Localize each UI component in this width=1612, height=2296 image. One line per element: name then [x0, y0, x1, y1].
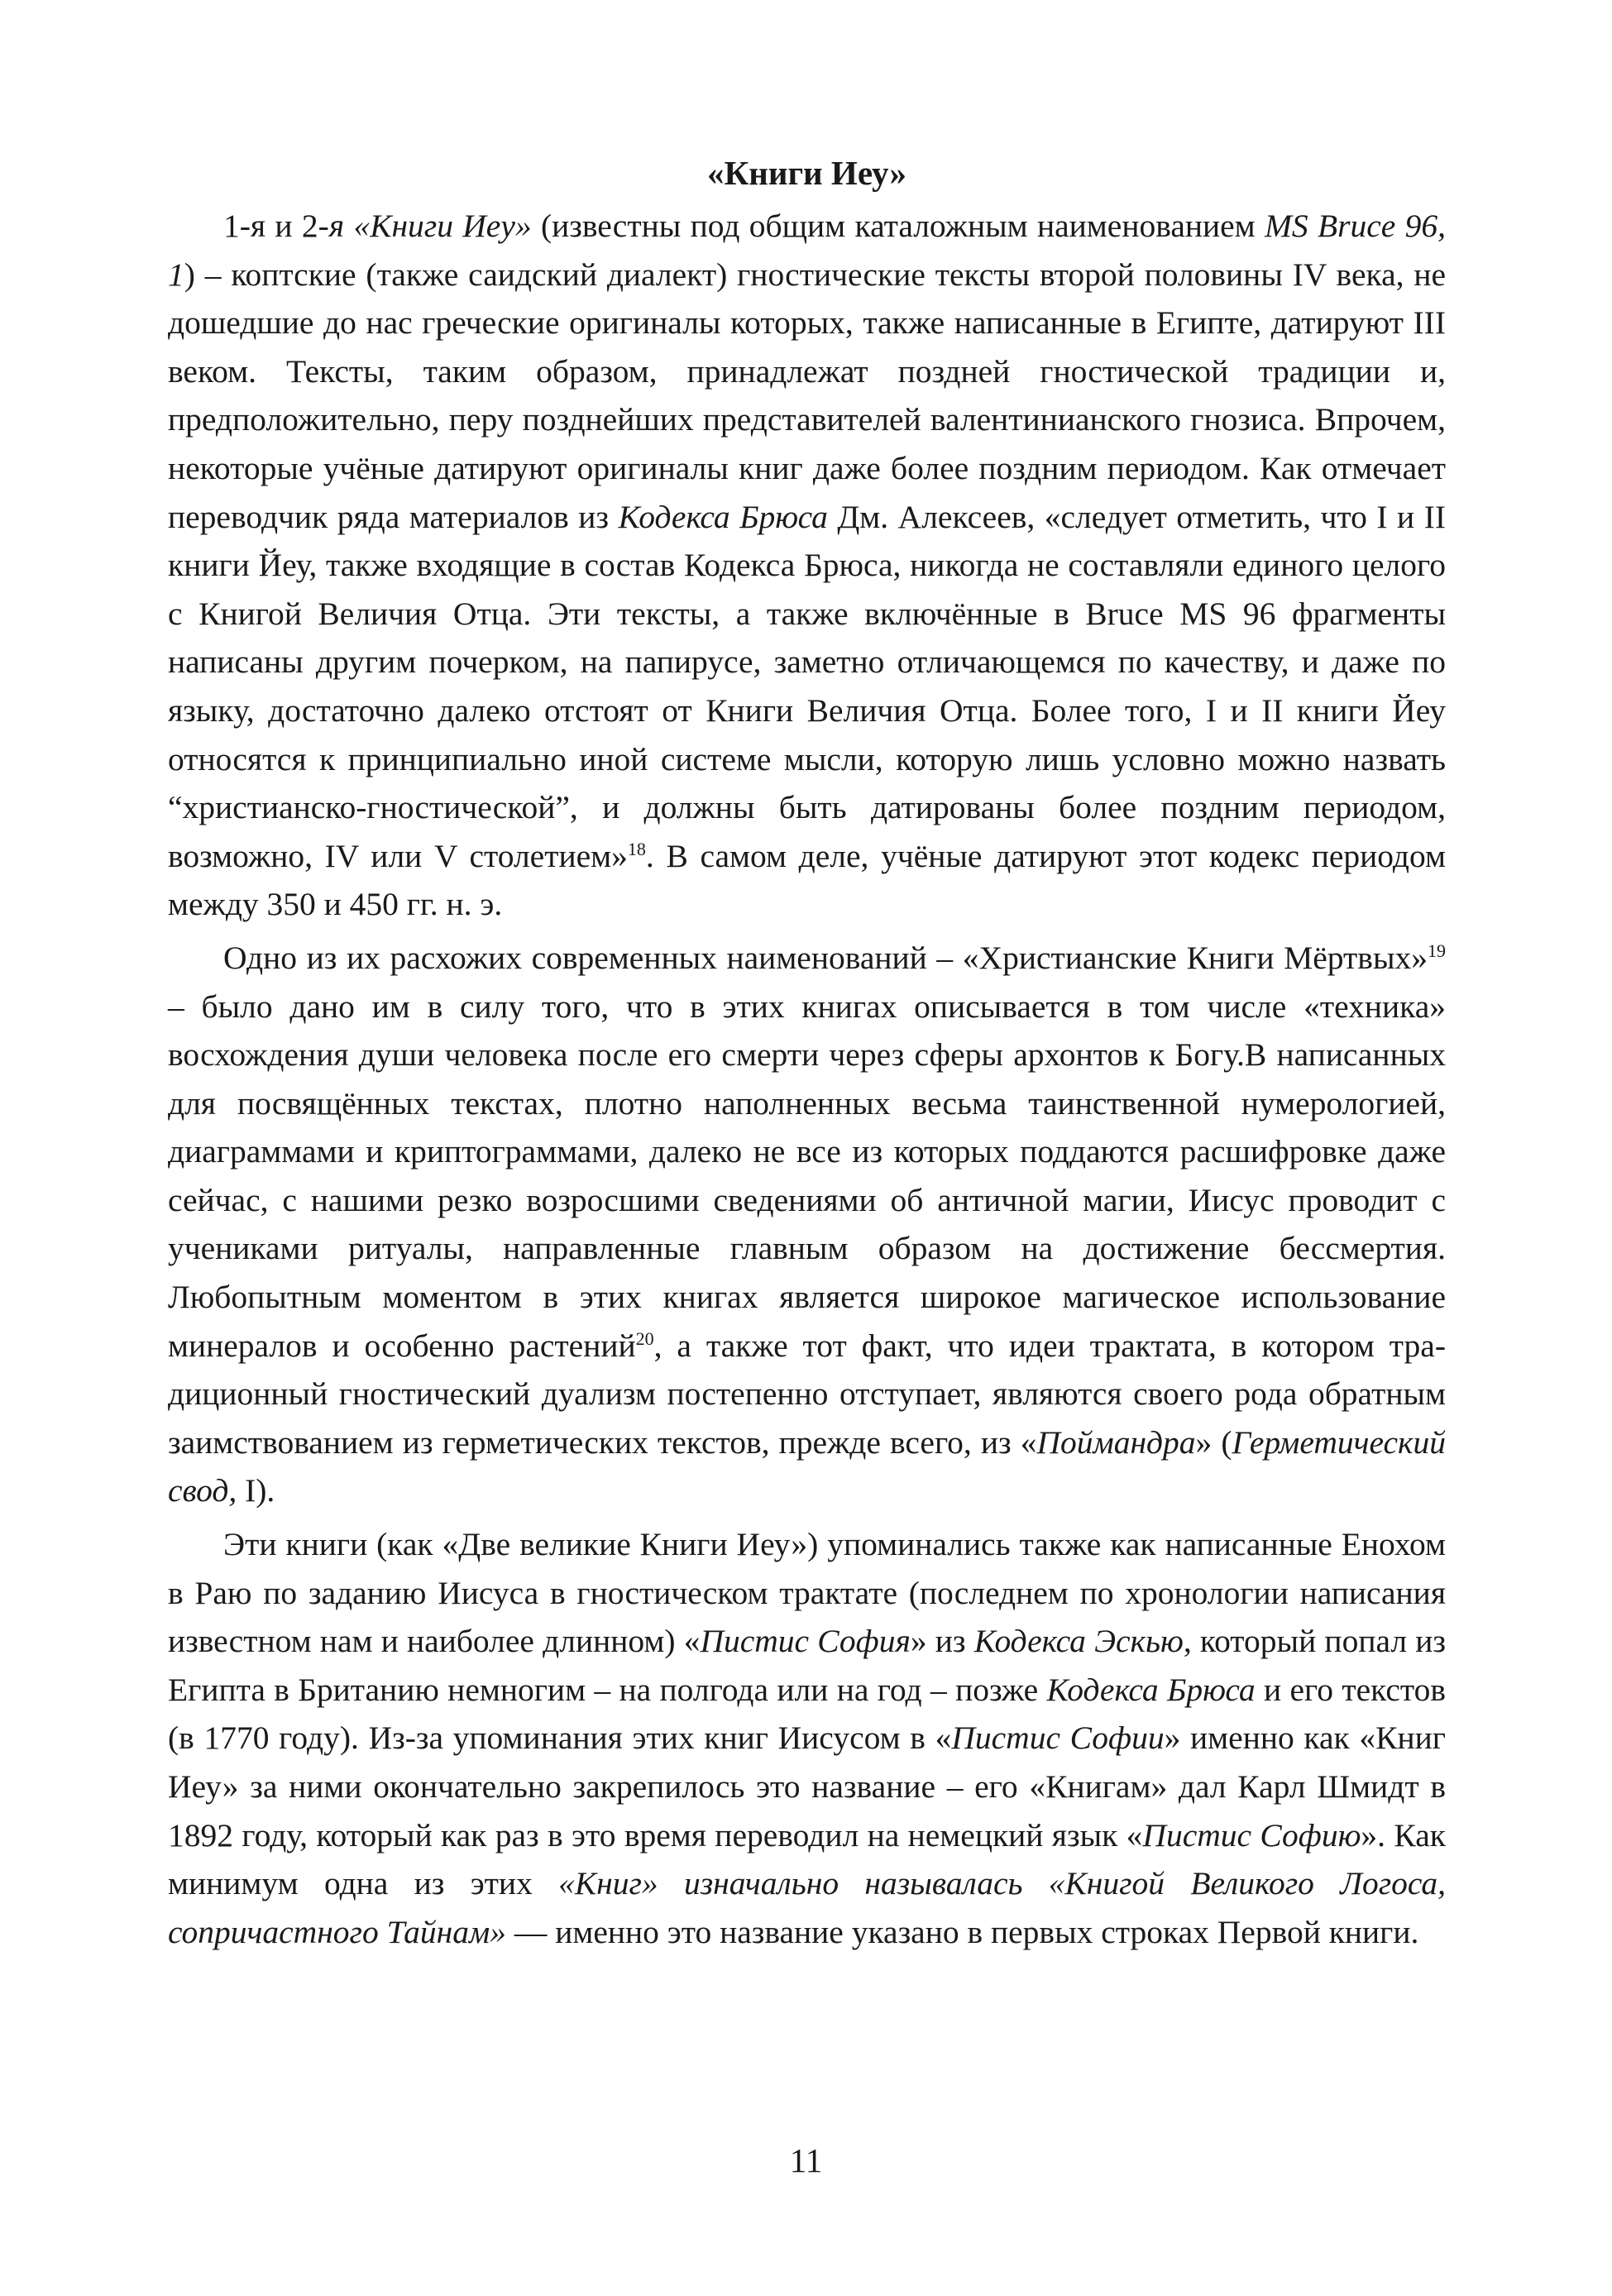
- section-title: «Книги Иеу»: [706, 154, 907, 192]
- page-content: [168, 149, 1446, 1961]
- paragraph-2: Одно из их расхожих современных наименований – «Христианские Книги Мёртвых»$^{19}$ – было дано им в силу того, что в этих книгах описывается в том числе «техника» восхождения души человека после его смерти через сферы архонтов к Богу.В написанных для посвящённых текстах, плотно наполненных весьма таинственной нумерологией, диаграммами и криптограммами, далеко не все из которых поддаются расшифровке даже сейчас, с нашими резко возросшими сведениями об античной магии, Иисус проводит с учениками ритуалы, направленные главным образом на достижение бессмертия. Любопытным моментом в этих книгах является широкое магическое использование минералов и особенно растений$^{20}$, а также тот факт, что идеи трактата, в котором традиционный гностический дуализм постепенно отступает, являются своего рода обратным заимствованием из герметических текстов, прежде всего, из «Поймандра» (Герметический свод, I).: [168, 939, 1446, 1509]
- footnote-ref-20[interactable]: 20: [635, 1327, 654, 1349]
- page-number: 11: [789, 2141, 823, 2179]
- paragraph-1: 1-я и 2-я «Книги Иеу» (известны под общим каталожным наименованием MS Bruce 96, 1) – коптские (также саидский диалект) гностические тексты второй половины IV века, не дошедшие до нас греческие оригиналы которых, также написанные в Египте, датируют III веком. Тексты, таким образом, принадлежат поздней гностической традиции и, предположительно, перу позднейших представителей валентинианского гнозиса. Впрочем, некоторые учёные датируют оригиналы книг даже более поздним периодом. Как отмечает переводчик ряда материалов из Кодекса Брюса Дм. Алексеев, «следует отметить, что I и II книги Йеу, также входящие в состав Кодекса Брюса, никогда не составляли единого целого с Книгой Величия Отца. Эти тексты, а также включённые в Bruce MS 96 фрагменты написаны другим почерком, на папирусе, заметно отличающемся по качеству, и даже по языку, достаточно далеко отстоят от Книги Величия Отца. Более того, I и II книги Йеу относятся к принципиально иной системе мысли, которую лишь условно можно назвать “христианско-гностической”, и должны быть датированы более поздним периодом, возможно, IV или V столетием»$^{18}$. В самом деле, учёные датируют этот кодекс периодом между 350 и 450 гг. н. э.: [168, 208, 1446, 923]
- paragraph-3: Эти книги (как «Две великие Книги Иеу») упоминались также как написанные Енохом в Раю по заданию Иисуса в гностическом трактате (последнем по хронологии написания известном нам и наиболее длинном) «Пистис София» из Кодекса Эскью, который попал из Египта в Британию немногим – на полгода или на год – позже Кодекса Брюса и его текстов (в 1770 году). Из-за упоминания этих книг Иисусом в «Пистис Софии» именно как «Книг Иеу» за ними окончательно закрепилось это название – его «Книгам» дал Карл Шмидт в 1892 году, который как раз в это время переводил на немецкий язык «Пистис Софию». Как минимум одна из этих «Книг» изначально называлась «Книгой Великого Логоса, сопричастного Тайнам» — именно это название указано в первых строках Первой книги.: [168, 1526, 1447, 1950]
- footnote-ref-19[interactable]: 19: [1428, 940, 1446, 961]
- footnote-ref-18[interactable]: 18: [627, 838, 646, 859]
